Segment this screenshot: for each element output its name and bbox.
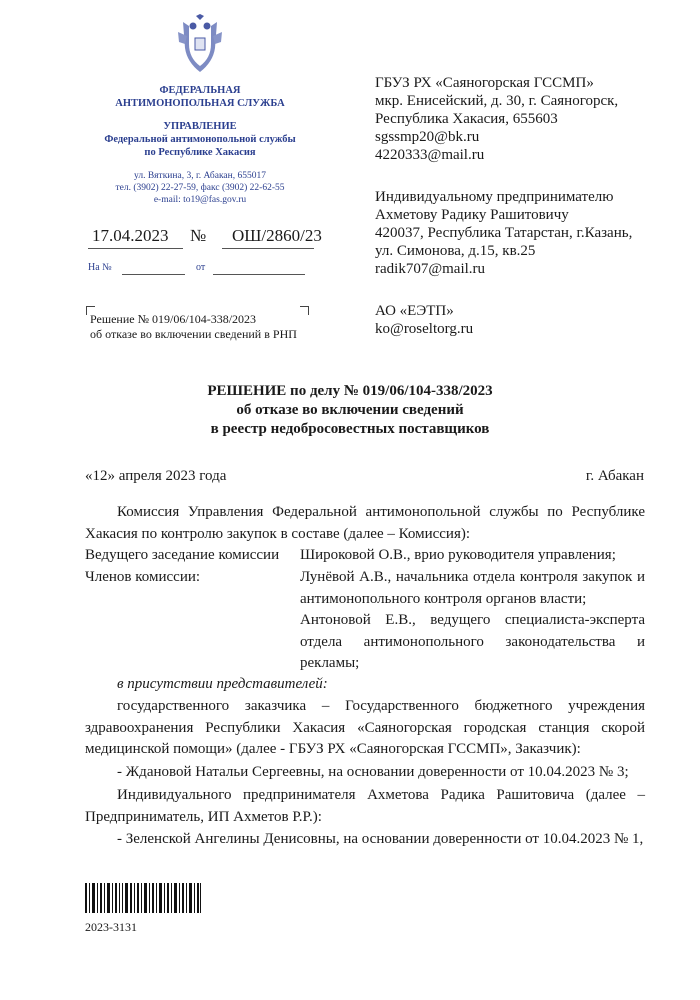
reg-number-underline xyxy=(222,247,314,249)
department-name xyxy=(60,120,340,159)
recipient2-line: Индивидуальному предпринимателю xyxy=(375,189,614,205)
recipient-block-3 xyxy=(375,302,685,338)
dept-line3: по Республике Хакасия xyxy=(144,147,256,158)
agency-line2: АНТИМОНОПОЛЬНАЯ СЛУЖБА xyxy=(115,98,285,109)
member-1: Лунёвой А.В., начальника отдела контроля закупок и антимонопольного контроля органов власти; xyxy=(300,569,645,607)
recipient2-line: Ахметову Радику Рашитовичу xyxy=(375,207,569,223)
recipient2-line: ул. Симонова, д.15, кв.25 xyxy=(375,243,536,259)
decision-title-line2: об отказе во включении сведений xyxy=(236,402,464,418)
recipient1-line: Республика Хакасия, 655603 xyxy=(375,111,558,127)
customer-paragraph: государственного заказчика – Государственного бюджетного учреждения здравоохранения Республики Хакасия «Саяногорская городская станция скорой медицинской помощи» (далее - ГБУЗ РХ «Саяногорская ГССМП», Заказчик): xyxy=(85,698,645,757)
subject-line2: об отказе во включении сведений в РНП xyxy=(90,327,297,341)
reg-date: 17.04.2023 xyxy=(92,226,169,245)
presence-heading: в присутствии представителей: xyxy=(117,676,328,692)
reg-number-sign: № xyxy=(190,226,207,245)
ref-on-label: На № xyxy=(88,262,112,273)
subject-corner-right xyxy=(300,306,309,315)
chair-value: Широковой О.В., врио руководителя управления; xyxy=(300,547,616,563)
recipient-block-1 xyxy=(375,74,685,164)
members-label: Членов комиссии: xyxy=(85,569,201,585)
decision-title-line1: РЕШЕНИЕ по делу № 019/06/104-338/2023 xyxy=(207,383,493,399)
dept-line2: Федеральной антимонопольной службы xyxy=(104,134,296,145)
member-2: Антоновой Е.В., ведущего специалиста-эксперта отдела антимонопольного законодательства и рекламы; xyxy=(300,612,645,671)
coat-of-arms-icon xyxy=(175,14,225,74)
department-contacts xyxy=(60,170,340,206)
dept-line1: УПРАВЛЕНИЕ xyxy=(163,121,237,132)
reg-number: ОШ/2860/23 xyxy=(232,226,322,245)
dept-phones: тел. (3902) 22-27-59, факс (3902) 22-62-55 xyxy=(115,183,285,193)
intro-paragraph: Комиссия Управления Федеральной антимонопольной службы по Республике Хакасия по контролю закупок в составе (далее – Комиссия): xyxy=(85,504,645,542)
recipient-block-2 xyxy=(375,188,685,278)
document-code: 2023-3131 xyxy=(85,920,137,934)
recipient1-email: sgssmp20@bk.ru xyxy=(375,129,480,145)
chair-label: Ведущего заседание комиссии xyxy=(85,547,280,563)
dept-email: e-mail: to19@fas.gov.ru xyxy=(153,195,247,205)
subject xyxy=(90,312,297,342)
agency-name xyxy=(60,84,340,110)
ref-number-underline xyxy=(122,273,185,275)
recipient3-email: ko@roseltorg.ru xyxy=(375,321,474,337)
subject-line1: Решение № 019/06/104-338/2023 xyxy=(90,312,257,326)
dept-address: ул. Вяткина, 3, г. Абакан, 655017 xyxy=(134,171,266,181)
recipient1-line: мкр. Енисейский, д. 30, г. Саяногорск, xyxy=(375,93,619,109)
recipient3-line: АО «ЕЭТП» xyxy=(375,303,454,319)
ref-date-underline xyxy=(213,273,305,275)
recipient1-line: ГБУЗ РХ «Саяногорская ГССМП» xyxy=(375,75,594,91)
agency-line1: ФЕДЕРАЛЬНАЯ xyxy=(159,85,241,96)
barcode-icon xyxy=(85,883,201,913)
entrepreneur-paragraph: Индивидуального предпринимателя Ахметова Радика Рашитовича (далее – Предприниматель, ИП Ахметов Р.Р.): xyxy=(85,787,645,825)
recipient2-line: 420037, Республика Татарстан, г.Казань, xyxy=(375,225,633,241)
representative-2: - Зеленской Ангелины Денисовны, на основании доверенности от 10.04.2023 № 1, xyxy=(117,831,644,847)
ref-from-label: от xyxy=(196,262,206,273)
decision-date: «12» апреля 2023 года xyxy=(85,468,227,484)
reg-date-underline xyxy=(88,247,183,249)
decision-title xyxy=(0,382,700,439)
recipient2-email: radik707@mail.ru xyxy=(375,261,486,277)
recipient1-email: 4220333@mail.ru xyxy=(375,147,485,163)
representative-1: - Ждановой Натальи Сергеевны, на основании доверенности от 10.04.2023 № 3; xyxy=(117,764,629,780)
decision-city: г. Абакан xyxy=(585,468,644,484)
decision-title-line3: в реестр недобросовестных поставщиков xyxy=(210,421,490,437)
